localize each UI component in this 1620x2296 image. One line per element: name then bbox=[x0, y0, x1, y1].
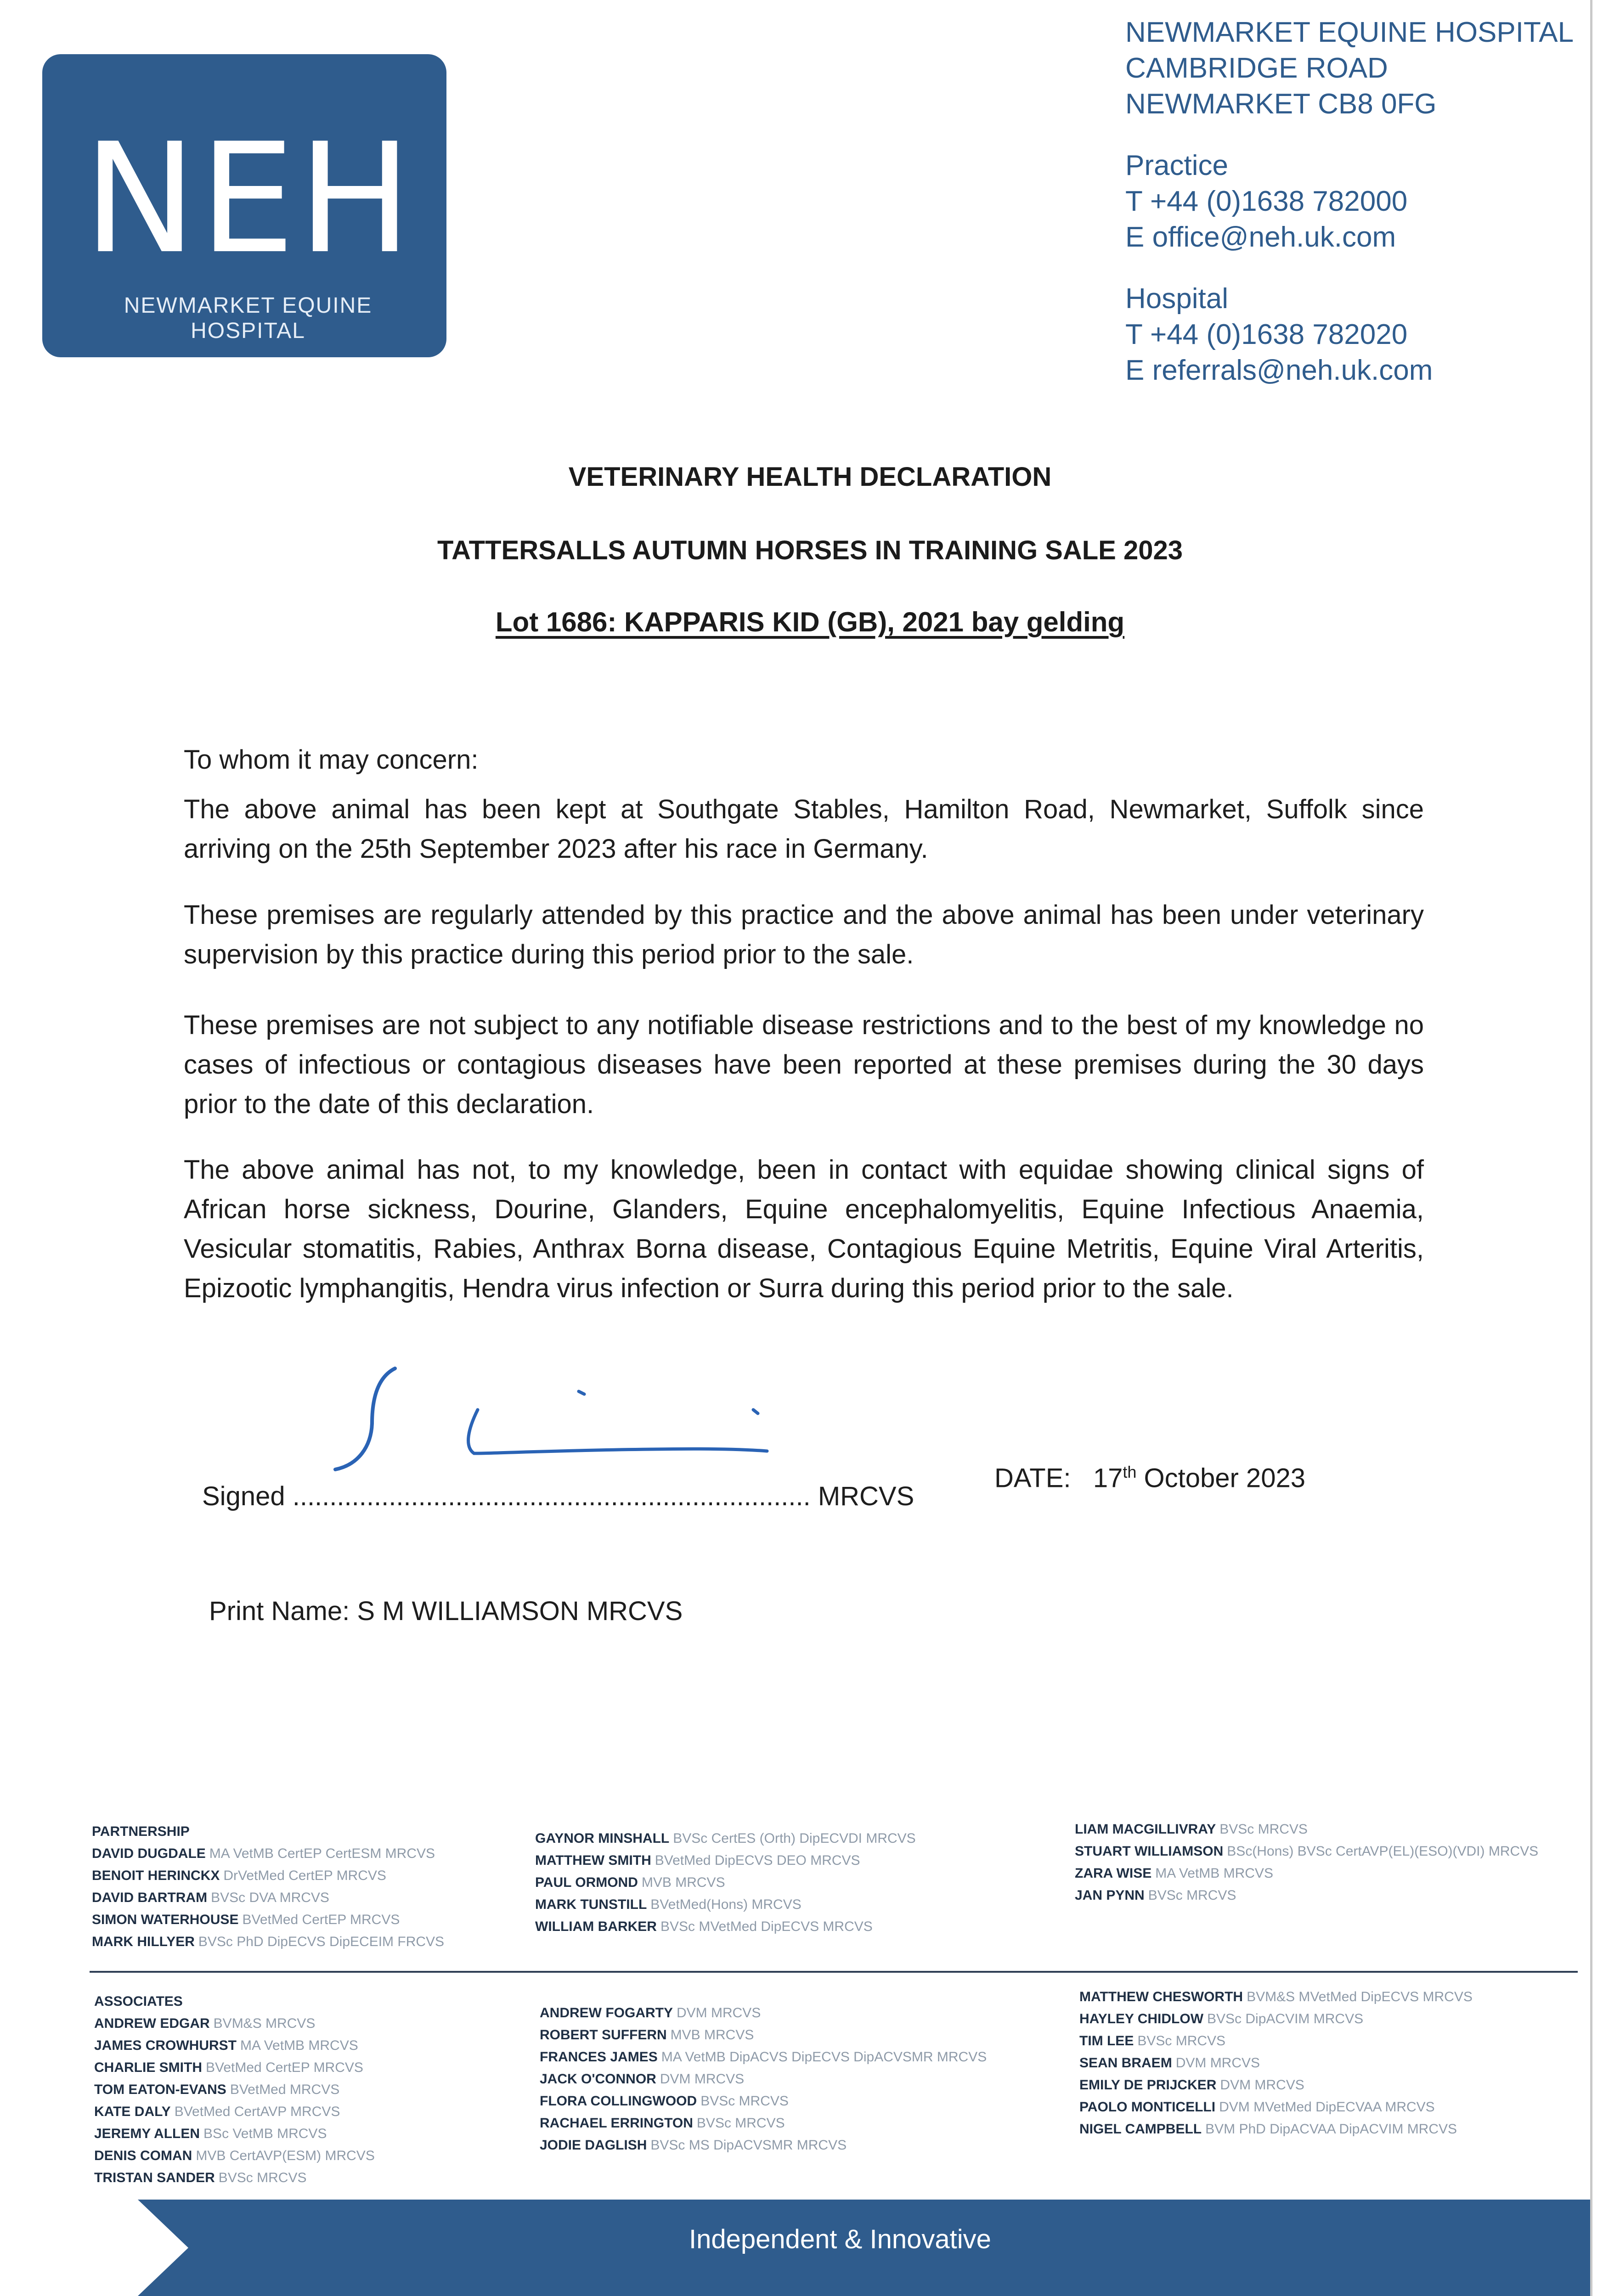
staff-qualifications: MA VetMB MRCVS bbox=[240, 2038, 358, 2053]
paragraph: The above animal has been kept at Southgate Stables, Hamilton Road, Newmarket, Suffolk since arriving on the 25th September 2023 after his race in Germany. bbox=[184, 794, 1424, 864]
staff-name: FLORA COLLINGWOOD bbox=[540, 2093, 697, 2109]
staff-qualifications: BVetMed CertEP MRCVS bbox=[206, 2060, 363, 2075]
staff-qualifications: BVSc MRCVS bbox=[1148, 1888, 1236, 1903]
staff-qualifications: DVM MRCVS bbox=[676, 2005, 761, 2020]
staff-name: JAMES CROWHURST bbox=[94, 2038, 237, 2053]
print-name: Print Name: S M WILLIAMSON MRCVS bbox=[209, 1596, 683, 1626]
associates-label: ASSOCIATES bbox=[94, 1994, 183, 2009]
staff-qualifications: MA VetMB DipACVS DipECVS DipACVSMR MRCVS bbox=[661, 2049, 987, 2065]
staff-qualifications: MA VetMB CertEP CertESM MRCVS bbox=[209, 1846, 435, 1861]
address-line: CAMBRIDGE ROAD bbox=[1125, 52, 1388, 84]
staff-name: RACHAEL ERRINGTON bbox=[540, 2116, 693, 2131]
staff-row bbox=[540, 2024, 987, 2046]
staff-qualifications: MA VetMB MRCVS bbox=[1155, 1866, 1273, 1881]
date-suffix: th bbox=[1123, 1463, 1137, 1481]
document-subtitle: TATTERSALLS AUTUMN HORSES IN TRAINING SALE 2023 bbox=[437, 535, 1183, 565]
staff-row bbox=[535, 1828, 916, 1850]
staff-qualifications: BVSc MRCVS bbox=[218, 2170, 307, 2185]
staff-qualifications: BVetMed CertAVP MRCVS bbox=[174, 2104, 340, 2119]
letterhead-address bbox=[1125, 15, 1574, 388]
staff-name: HAYLEY CHIDLOW bbox=[1079, 2011, 1204, 2026]
practice-label: Practice bbox=[1125, 150, 1228, 181]
staff-row bbox=[540, 2134, 987, 2156]
staff-qualifications: BVSc MRCVS bbox=[700, 2093, 789, 2109]
paragraph: The above animal has not, to my knowledge, been in contact with equidae showing clinical signs of African horse sickness, Dourine, Glanders, Equine encephalomyelitis, Equine Infectious Anaemia, Vesicular stomatitis, Rabies, Anthrax Borna disease, Contagious Equine Metritis, Equine Viral Arteritis, Epizootic lymphangitis, Hendra virus infection or Surra during this period prior to the sale. bbox=[184, 1155, 1424, 1303]
lot-heading: Lot 1686: KAPPARIS KID (GB), 2021 bay gelding bbox=[495, 607, 1125, 637]
staff-qualifications: MVB MRCVS bbox=[641, 1875, 725, 1890]
handwritten-signature bbox=[303, 1359, 854, 1488]
staff-qualifications: DVM MRCVS bbox=[1175, 2055, 1260, 2071]
staff-name: SIMON WATERHOUSE bbox=[92, 1912, 239, 1927]
staff-row bbox=[92, 1931, 444, 1953]
partnership-label: PARTNERSHIP bbox=[92, 1824, 190, 1839]
practice-email: E office@neh.uk.com bbox=[1125, 221, 1396, 253]
staff-row bbox=[94, 2013, 375, 2035]
staff-name: JACK O'CONNOR bbox=[540, 2071, 656, 2087]
signed-line: Signed ...................................................................... MRCVS bbox=[202, 1481, 914, 1511]
scan-edge-line bbox=[1590, 0, 1592, 2296]
staff-name: PAOLO MONTICELLI bbox=[1079, 2099, 1216, 2115]
staff-row bbox=[92, 1843, 444, 1865]
staff-name: DENIS COMAN bbox=[94, 2148, 192, 2163]
staff-qualifications: BVSc MVetMed DipECVS MRCVS bbox=[660, 1919, 873, 1934]
staff-row bbox=[1079, 2008, 1473, 2030]
staff-row bbox=[535, 1872, 916, 1894]
date-day: 17 bbox=[1093, 1463, 1123, 1493]
staff-row bbox=[94, 2145, 375, 2167]
staff-name: LIAM MACGILLIVRAY bbox=[1075, 1822, 1216, 1837]
staff-name: KATE DALY bbox=[94, 2104, 171, 2119]
date-month-year: October 2023 bbox=[1136, 1463, 1305, 1493]
paragraph: These premises are regularly attended by this practice and the above animal has been under veterinary supervision by this practice during this period prior to the sale. bbox=[184, 900, 1424, 969]
staff-row bbox=[1075, 1863, 1538, 1885]
staff-qualifications: BVSc MRCVS bbox=[696, 2116, 785, 2131]
footer-tagline: Independent & Innovative bbox=[689, 2224, 991, 2254]
staff-row bbox=[94, 2101, 375, 2123]
staff-row bbox=[1079, 2096, 1473, 2118]
staff-row bbox=[94, 2079, 375, 2101]
partnership-column-1 bbox=[92, 1821, 444, 1953]
staff-name: GAYNOR MINSHALL bbox=[535, 1831, 670, 1846]
staff-qualifications: BVetMed CertEP MRCVS bbox=[242, 1912, 400, 1927]
staff-qualifications: MVB CertAVP(ESM) MRCVS bbox=[196, 2148, 375, 2163]
document-title: VETERINARY HEALTH DECLARATION bbox=[568, 462, 1052, 492]
associates-column-3 bbox=[1079, 1986, 1473, 2140]
footer-divider bbox=[90, 1971, 1578, 1973]
staff-row bbox=[92, 1909, 444, 1931]
staff-qualifications: MVB MRCVS bbox=[670, 2027, 754, 2043]
staff-row bbox=[540, 2002, 987, 2024]
declaration-date bbox=[994, 1463, 1305, 1493]
staff-row bbox=[535, 1916, 916, 1938]
staff-name: NIGEL CAMPBELL bbox=[1079, 2122, 1202, 2137]
staff-qualifications: DVM MRCVS bbox=[660, 2071, 745, 2087]
address-line: NEWMARKET CB8 0FG bbox=[1125, 88, 1437, 120]
staff-name: CHARLIE SMITH bbox=[94, 2060, 202, 2075]
staff-qualifications: BSc VetMB MRCVS bbox=[203, 2126, 327, 2141]
staff-name: MATTHEW CHESWORTH bbox=[1079, 1989, 1243, 2004]
staff-row bbox=[94, 2057, 375, 2079]
staff-name: TRISTAN SANDER bbox=[94, 2170, 215, 2185]
staff-qualifications: BVM&S MRCVS bbox=[213, 2016, 316, 2031]
staff-name: JODIE DAGLISH bbox=[540, 2138, 647, 2153]
staff-row bbox=[94, 2123, 375, 2145]
staff-qualifications: BVSc MRCVS bbox=[1219, 1822, 1308, 1837]
staff-name: ZARA WISE bbox=[1075, 1866, 1152, 1881]
staff-name: ANDREW EDGAR bbox=[94, 2016, 210, 2031]
staff-qualifications: BVSc DipACVIM MRCVS bbox=[1207, 2011, 1364, 2026]
address-line: NEWMARKET EQUINE HOSPITAL bbox=[1125, 17, 1574, 48]
staff-row bbox=[1075, 1818, 1538, 1840]
logo-mark: NEH bbox=[83, 111, 415, 287]
staff-qualifications: BVSc PhD DipECVS DipECEIM FRCVS bbox=[198, 1934, 445, 1949]
staff-row bbox=[535, 1850, 916, 1872]
staff-qualifications: BVSc MRCVS bbox=[1137, 2033, 1226, 2048]
staff-row bbox=[1075, 1885, 1538, 1907]
staff-name: EMILY DE PRIJCKER bbox=[1079, 2077, 1217, 2093]
staff-name: PAUL ORMOND bbox=[535, 1875, 638, 1890]
staff-qualifications: BSc(Hons) BVSc CertAVP(EL)(ESO)(VDI) MRCVS bbox=[1227, 1844, 1539, 1859]
staff-row bbox=[92, 1887, 444, 1909]
staff-row bbox=[92, 1865, 444, 1887]
staff-row bbox=[535, 1894, 916, 1916]
staff-name: JAN PYNN bbox=[1075, 1888, 1145, 1903]
staff-row bbox=[1079, 1986, 1473, 2008]
staff-qualifications: BVetMed MRCVS bbox=[230, 2082, 340, 2097]
staff-qualifications: DVM MRCVS bbox=[1220, 2077, 1304, 2093]
staff-name: ROBERT SUFFERN bbox=[540, 2027, 667, 2043]
staff-name: JEREMY ALLEN bbox=[94, 2126, 200, 2141]
staff-name: TOM EATON-EVANS bbox=[94, 2082, 226, 2097]
hospital-phone: T +44 (0)1638 782020 bbox=[1125, 319, 1408, 350]
staff-name: TIM LEE bbox=[1079, 2033, 1134, 2048]
practice-phone: T +44 (0)1638 782000 bbox=[1125, 186, 1408, 217]
staff-row bbox=[1079, 2030, 1473, 2052]
staff-qualifications: BVetMed(Hons) MRCVS bbox=[650, 1897, 802, 1912]
staff-row bbox=[1079, 2052, 1473, 2074]
staff-name: ANDREW FOGARTY bbox=[540, 2005, 673, 2020]
staff-qualifications: BVSc MS DipACVSMR MRCVS bbox=[650, 2138, 847, 2153]
staff-name: WILLIAM BARKER bbox=[535, 1919, 657, 1934]
staff-name: SEAN BRAEM bbox=[1079, 2055, 1172, 2071]
neh-logo bbox=[42, 54, 446, 357]
staff-qualifications: DrVetMed CertEP MRCVS bbox=[223, 1868, 386, 1883]
staff-name: STUART WILLIAMSON bbox=[1075, 1844, 1224, 1859]
paragraph: These premises are not subject to any notifiable disease restrictions and to the best of my knowledge no cases of infectious or contagious diseases have been reported at these premises during the 30 days prior to the date of this declaration. bbox=[184, 1010, 1424, 1119]
staff-row bbox=[540, 2046, 987, 2068]
associates-column-1 bbox=[94, 1991, 375, 2189]
staff-name: MATTHEW SMITH bbox=[535, 1853, 651, 1868]
staff-name: FRANCES JAMES bbox=[540, 2049, 658, 2065]
staff-name: BENOIT HERINCKX bbox=[92, 1868, 220, 1883]
associates-column-2 bbox=[540, 2002, 987, 2156]
staff-qualifications: BVM PhD DipACVAA DipACVIM MRCVS bbox=[1205, 2122, 1457, 2137]
staff-row bbox=[1079, 2118, 1473, 2140]
staff-row bbox=[94, 2035, 375, 2057]
staff-name: MARK TUNSTILL bbox=[535, 1897, 647, 1912]
partnership-column-3 bbox=[1075, 1818, 1538, 1907]
hospital-email: E referrals@neh.uk.com bbox=[1125, 355, 1433, 386]
salutation: To whom it may concern: bbox=[184, 745, 479, 775]
staff-qualifications: BVSc DVA MRCVS bbox=[211, 1890, 329, 1905]
staff-qualifications: BVM&S MVetMed DipECVS MRCVS bbox=[1247, 1989, 1473, 2004]
staff-name: MARK HILLYER bbox=[92, 1934, 195, 1949]
staff-qualifications: BVSc CertES (Orth) DipECVDI MRCVS bbox=[673, 1831, 916, 1846]
staff-name: DAVID DUGDALE bbox=[92, 1846, 206, 1861]
logo-subtitle: NEWMARKET EQUINE HOSPITAL bbox=[124, 293, 373, 343]
date-label: DATE: bbox=[994, 1463, 1071, 1493]
staff-row bbox=[1075, 1840, 1538, 1863]
footer-band-notch bbox=[138, 2200, 188, 2296]
staff-row bbox=[540, 2068, 987, 2090]
staff-row bbox=[540, 2090, 987, 2112]
staff-qualifications: DVM MVetMed DipECVAA MRCVS bbox=[1219, 2099, 1435, 2115]
staff-qualifications: BVetMed DipECVS DEO MRCVS bbox=[655, 1853, 860, 1868]
partnership-column-2 bbox=[535, 1828, 916, 1938]
staff-row bbox=[1079, 2074, 1473, 2096]
staff-name: DAVID BARTRAM bbox=[92, 1890, 208, 1905]
staff-row bbox=[540, 2112, 987, 2134]
staff-row bbox=[94, 2167, 375, 2189]
hospital-label: Hospital bbox=[1125, 283, 1228, 315]
